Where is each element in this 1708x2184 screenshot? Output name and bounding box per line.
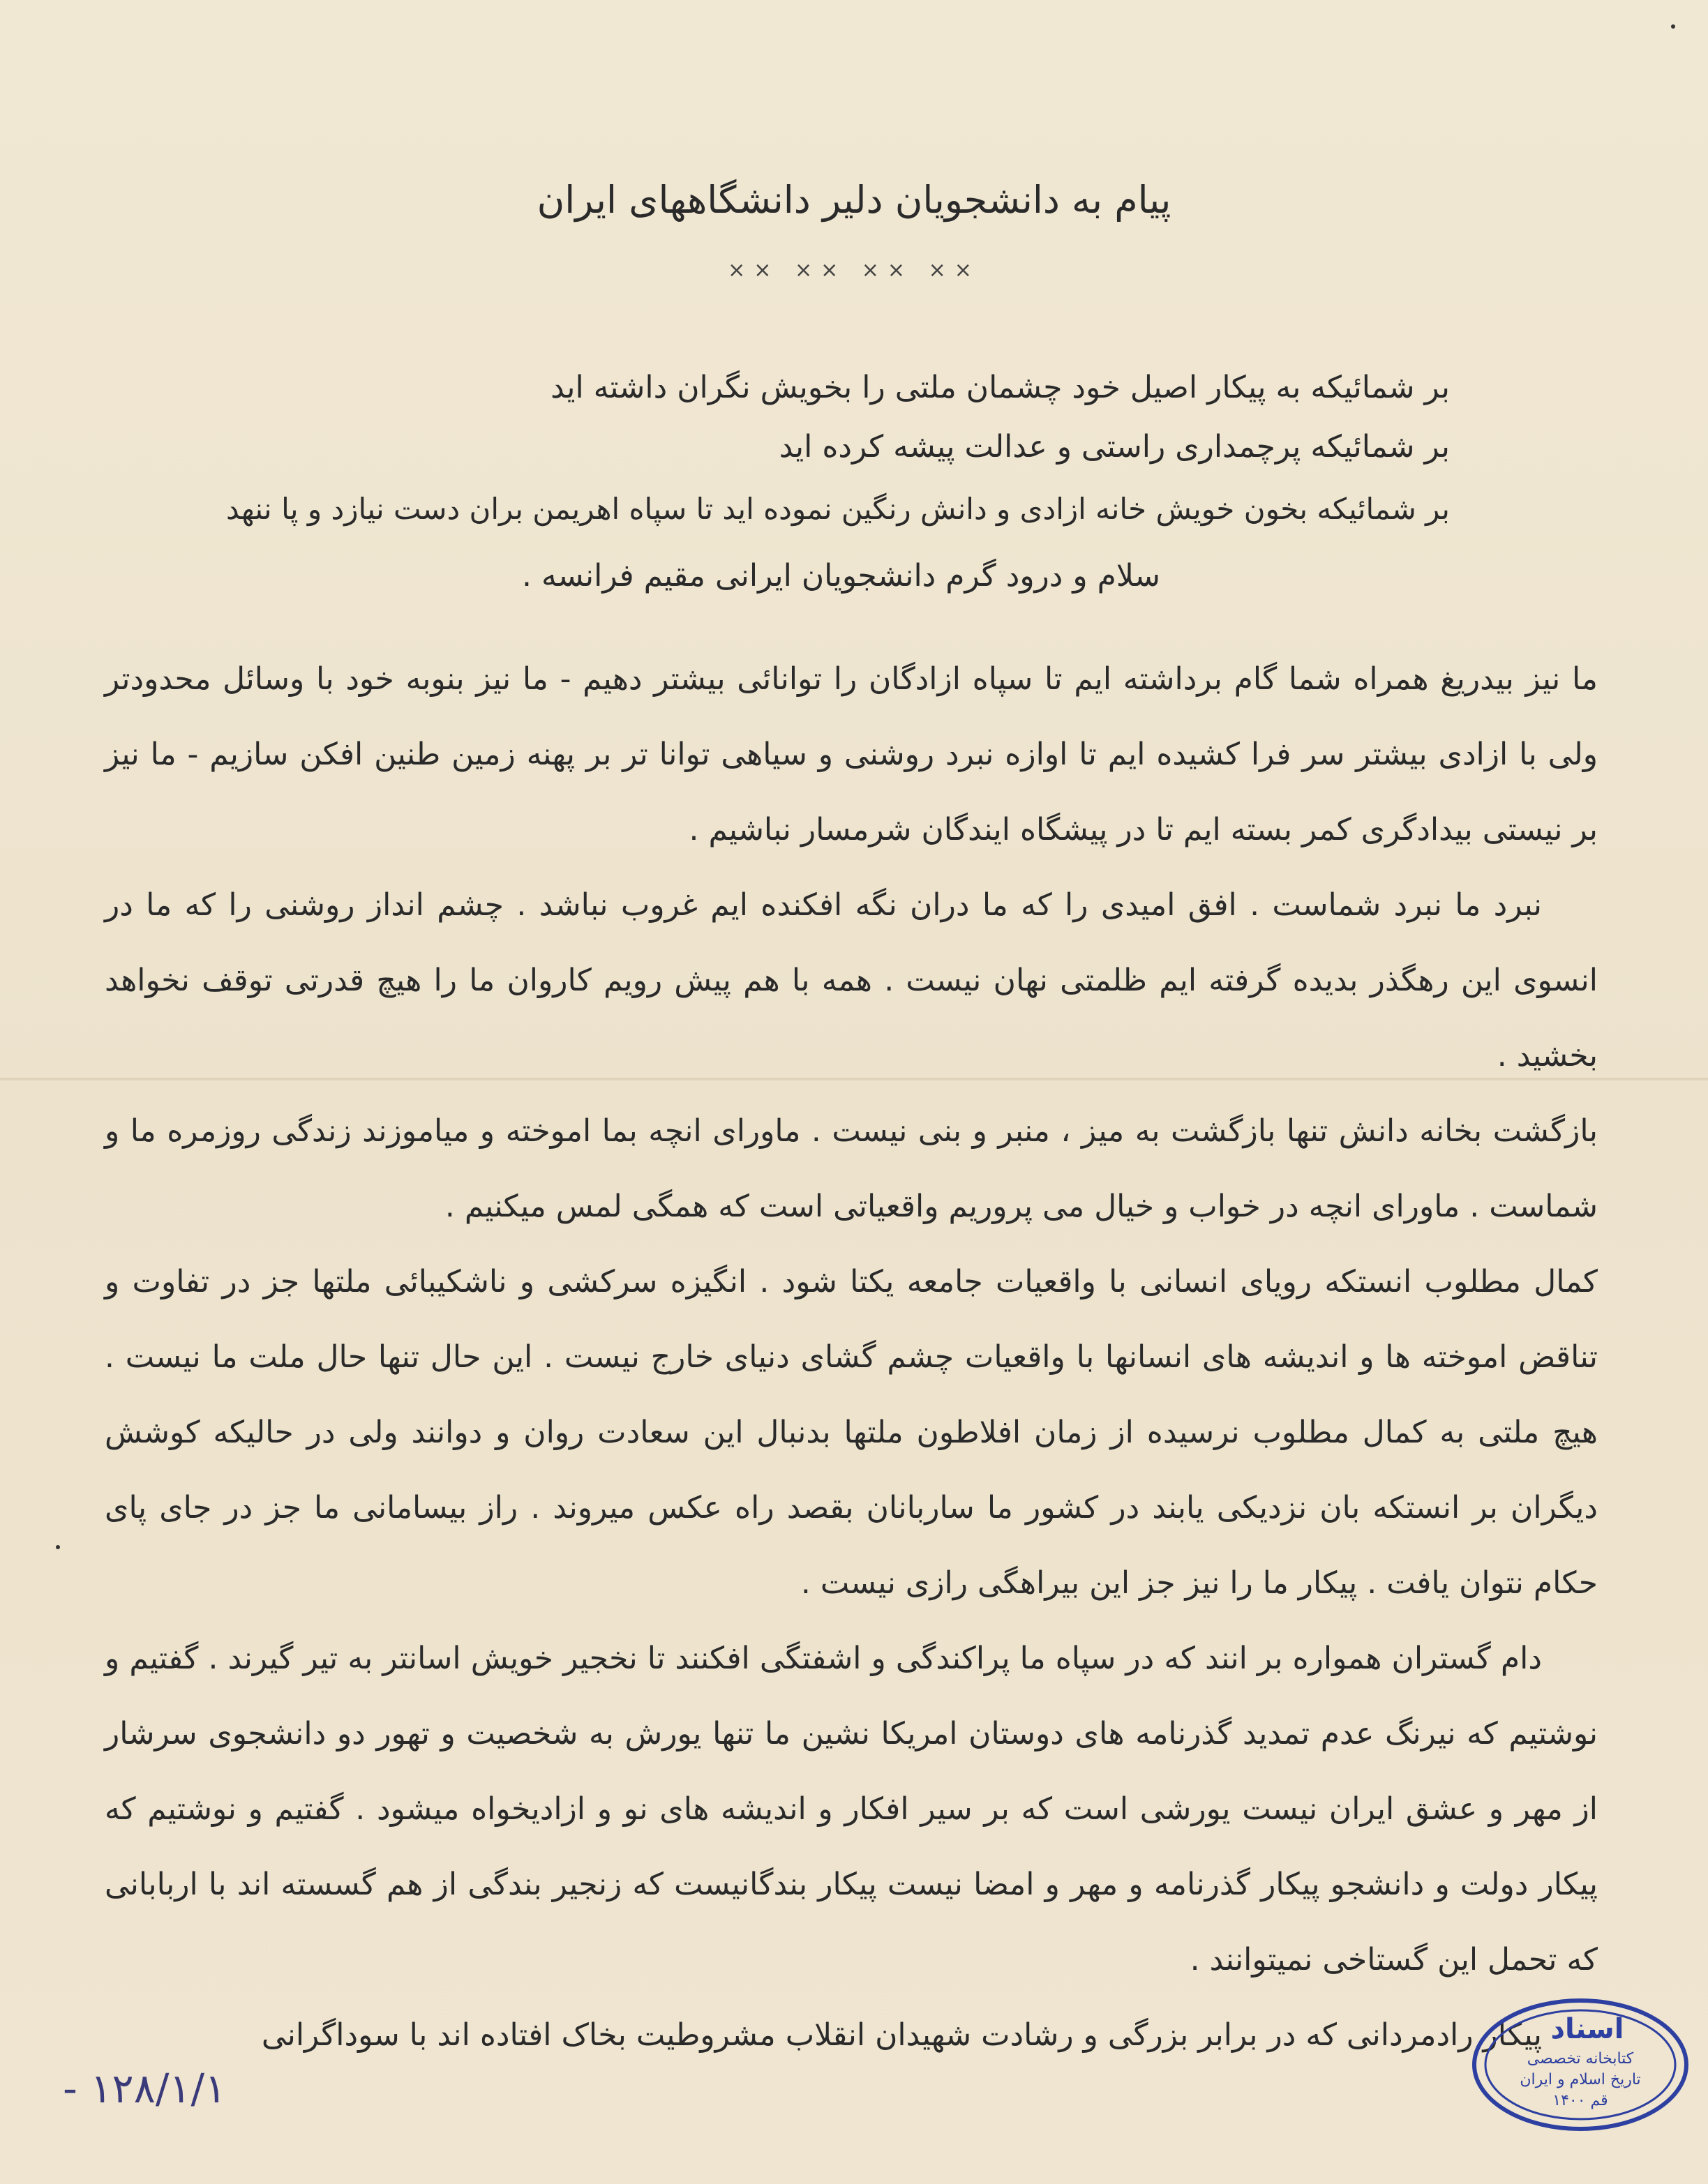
title-ornament: ×× ×× ×× ×× [728,258,980,283]
paragraph-4: کمال مطلوب انستکه رویای انسانی با واقعیات جامعه یکتا شود . انگیزه سرکشی و ناشکیبائی ملتها جز در تفاوت و تناقض اموخته ها و اندیشه های انسانها با واقعیات چشم گشای دنیای خارج نیست . این حال تنها حال ملت ما نیست . هیچ ملتی به کمال مطلوب نرسیده از زمان افلاطون ملتها بدنبال این سعادت روان و دوانند ولی در حالیکه کوشش دیگران بر انستکه بان نزدیکی یابند در کشور ما ساربانان بقصد راه عکس میروند . راز بیسامانی ما جز در جای پای حکام نتوان یافت . پیکار ما را نیز جز این بیراهگی رازی نیست . [105,1264,1598,1601]
archive-page-number: ۱۲۸/۱/۱ - [63,2065,227,2112]
greeting-line-3: بر شمائیکه بخون خویش خانه ازادی و دانش رنگین نموده اید تا سپاه اهریمن بران دست نیازد و پا ننهد [225,492,1450,526]
stamp-text-1: اسناد [1550,2013,1624,2045]
paper-speck [56,1545,60,1549]
paragraph-1: ما نیز بیدریغ همراه شما گام برداشته ایم تا سپاه ازادگان را توانائی بیشتر دهیم - ما نیز بنوبه خود با وسائل محدودتر ولی با ازادی بیشتر سر فرا کشیده ایم تا اوازه نبرد روشنی و سیاهی توانا تر بر پهنه زمین طنین افکن سازیم - ما نیز بر نیستی بیدادگری کمر بسته ایم تا در پیشگاه ایندگان شرمسار نباشیم . [105,661,1598,848]
letter-body [105,642,1598,2073]
library-stamp [1469,1995,1692,2134]
stamp-text-3: تاریخ اسلام و ایران [1520,2071,1641,2088]
paragraph-2: نبرد ما نبرد شماست . افق امیدی را که ما دران نگه افکنده ایم غروب نباشد . چشم انداز روشنی را که ما در انسوی این رهگذر بدیده گرفته ایم ظلمتی نهان نیست . همه با هم پیش رویم کاروان ما را هیچ قدرتی توقف نخواهد بخشید . [105,887,1598,1074]
stamp-text-2: کتابخانه تخصصی [1527,2050,1634,2068]
paragraph-5: دام گستران همواره بر انند که در سپاه ما پراکندگی و اشفتگی افکنند تا نخجیر خویش اسانتر به تیر گیرند . گفتیم و نوشتیم که نیرنگ عدم تمدید گذرنامه های دوستان امریکا نشین ما تنها یورش به شخصیت و تهور دو دانشجوی سرشار از مهر و عشق ایران نیست یورشی است که بر سیر افکار و اندیشه های نو و ازادیخواه میشود . گفتیم و نوشتیم که پیکار دولت و دانشجو پیکار گذرنامه و مهر و امضا نیست پیکار بندگانیست که زنجیر بندگی از هم گسسته اند با اربابانی که تحمل این گستاخی نمیتوانند . [105,1641,1598,1978]
greeting-line-4: سلام و درود گرم دانشجویان ایرانی مقیم فرانسه . [522,558,1160,594]
greeting-line-2: بر شمائیکه پرچمداری راستی و عدالت پیشه کرده اید [779,429,1450,465]
paragraph-6: پیکار رادمردانی که در برابر بزرگی و رشادت شهیدان انقلاب مشروطیت بخاک افتاده اند با سوداگرانی [261,2017,1542,2053]
document-title: پیام به دانشجویان دلیر دانشگاههای ایران [537,178,1171,222]
paragraph-3: بازگشت بخانه دانش تنها بازگشت به میز ، منبر و بنی نیست . ماورای انچه بما اموخته و میاموزند زندگی روزمره ما و شماست . ماورای انچه در خواب و خیال می پروریم واقعیاتی است که همگی لمس میکنیم . [105,1113,1598,1224]
stamp-text-4: قم ۱۴۰۰ [1552,2092,1608,2109]
paper-speck [1671,24,1675,29]
greeting-line-1: بر شمائیکه به پیکار اصیل خود چشمان ملتی را بخویش نگران داشته اید [550,370,1450,405]
